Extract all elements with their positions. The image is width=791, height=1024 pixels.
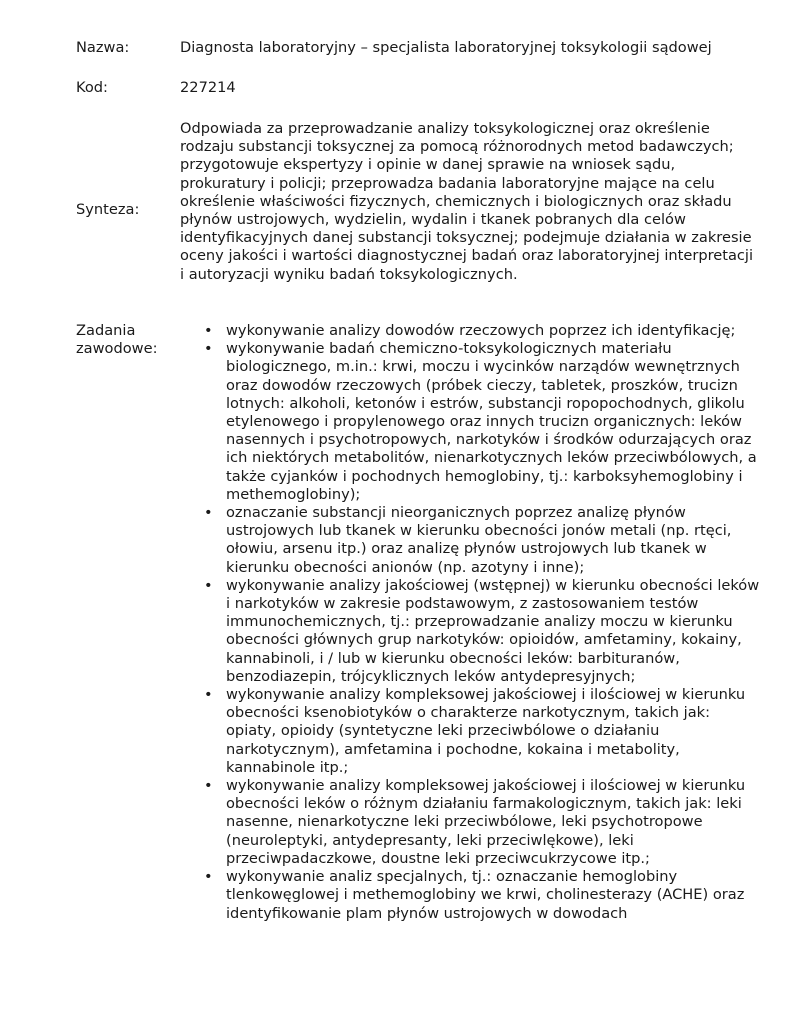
bullet-icon: • xyxy=(204,686,213,704)
bullet-icon: • xyxy=(204,504,213,522)
task-text: oznaczanie substancji nieorganicznych poprzez analizę płynów ustrojowych lub tkanek w kierunku obecności jonów metali (np. rtęci, ołowiu, arsenu itp.) oraz analizę płynów ustrojowych lub tkanek w kierunku obecności anionów (np. azotyny i inne); xyxy=(226,504,732,576)
task-text: wykonywanie analizy kompleksowej jakościowej i ilościowej w kierunku obecności ksenobiotyków o charakterze narkotycznym, takich jak: opiaty, opioidy (syntetyczne leki przeciwbólowe o działaniu narkotycznym), amfetamina i pochodne, kokaina i metabolity, kannabinole itp.; xyxy=(226,686,746,776)
task-item xyxy=(180,322,760,340)
bullet-icon: • xyxy=(204,868,213,886)
synteza-label: Synteza: xyxy=(76,201,140,218)
zadania-label: Zadania zawodowe: xyxy=(76,322,158,358)
task-text: wykonywanie analizy dowodów rzeczowych poprzez ich identyfikację; xyxy=(226,322,736,339)
tasks-list xyxy=(180,322,760,923)
task-item xyxy=(180,686,760,777)
synteza-value: Odpowiada za przeprowadzanie analizy toksykologicznej oraz określenie rodzaju substancji toksycznej za pomocą różnorodnych metod badawczych; przygotowuje ekspertyzy i opinie w danej sprawie na wniosek sądu, prokuratury i policji; przeprowadza badania laboratoryjne mające na celu określenie właściwości fizycznych, chemicznych i biologicznych oraz składu płynów ustrojowych, wydzielin, wydalin i tkanek pobranych dla celów identyfikacyjnych danej substancji toksycznej; podejmuje działania w zakresie oceny jakości i wartości diagnostycznej badań oraz laboratoryjnej interpretacji i autoryzacji wyniku badań toksykologicznych. xyxy=(180,120,754,283)
task-text: wykonywanie analiz specjalnych, tj.: oznaczanie hemoglobiny tlenkowęglowej i methemoglobiny we krwi, cholinesterazy (ACHE) oraz identyfikowanie plam płynów ustrojowych w dowodach xyxy=(226,868,745,922)
task-item xyxy=(180,868,760,923)
task-item xyxy=(180,577,760,686)
kod-value: 227214 xyxy=(180,79,236,96)
nazwa-label: Nazwa: xyxy=(76,39,130,56)
task-item xyxy=(180,504,760,577)
task-item xyxy=(180,777,760,868)
task-item xyxy=(180,340,760,504)
kod-label: Kod: xyxy=(76,79,108,96)
bullet-icon: • xyxy=(204,777,213,795)
row-synteza xyxy=(0,120,791,302)
nazwa-value: Diagnosta laboratoryjny – specjalista laboratoryjnej toksykologii sądowej xyxy=(180,39,712,56)
bullet-icon: • xyxy=(204,576,213,594)
task-text: wykonywanie badań chemiczno-toksykologicznych materiału biologicznego, m.in.: krwi, moczu i wycinków narządów wewnętrznych oraz dowodów rzeczowych (próbek cieczy, tabletek, proszków, trucizn lotnych: alkoholi, ketonów i estrów, substancji ropopochodnych, glikolu etylenowego i propylenowego oraz innych trucizn organicznych: leków nasennych i psychotropowych, narkotyków i środków odurzających oraz ich niektórych metabolitów, nienarkotycznych leków przeciwbólowych, a także cyjanków i pochodnych hemoglobiny, tj.: karboksyhemoglobiny i methemoglobiny); xyxy=(226,340,757,503)
task-text: wykonywanie analizy kompleksowej jakościowej i ilościowej w kierunku obecności leków o różnym działaniu farmakologicznym, takich jak: leki nasenne, nienarkotyczne leki przeciwbólowe, leki psychotropowe (neuroleptyki, antydepresanty, leki przeciwlękowe), leki przeciwpadaczkowe, doustne leki przeciwcukrzycowe itp.; xyxy=(226,777,746,867)
bullet-icon: • xyxy=(204,322,213,339)
bullet-icon: • xyxy=(204,340,213,358)
task-text: wykonywanie analizy jakościowej (wstępnej) w kierunku obecności leków i narkotyków w zakresie podstawowym, z zastosowaniem testów immunochemicznych, tj.: przeprowadzanie analizy moczu w kierunku obecności głównych grup narkotyków: opioidów, amfetaminy, kokainy, kannabinoli, i / lub w kierunku obecności leków: barbituranów, benzodiazepin, trójcyklicznych leków antydepresyjnych; xyxy=(226,576,760,685)
